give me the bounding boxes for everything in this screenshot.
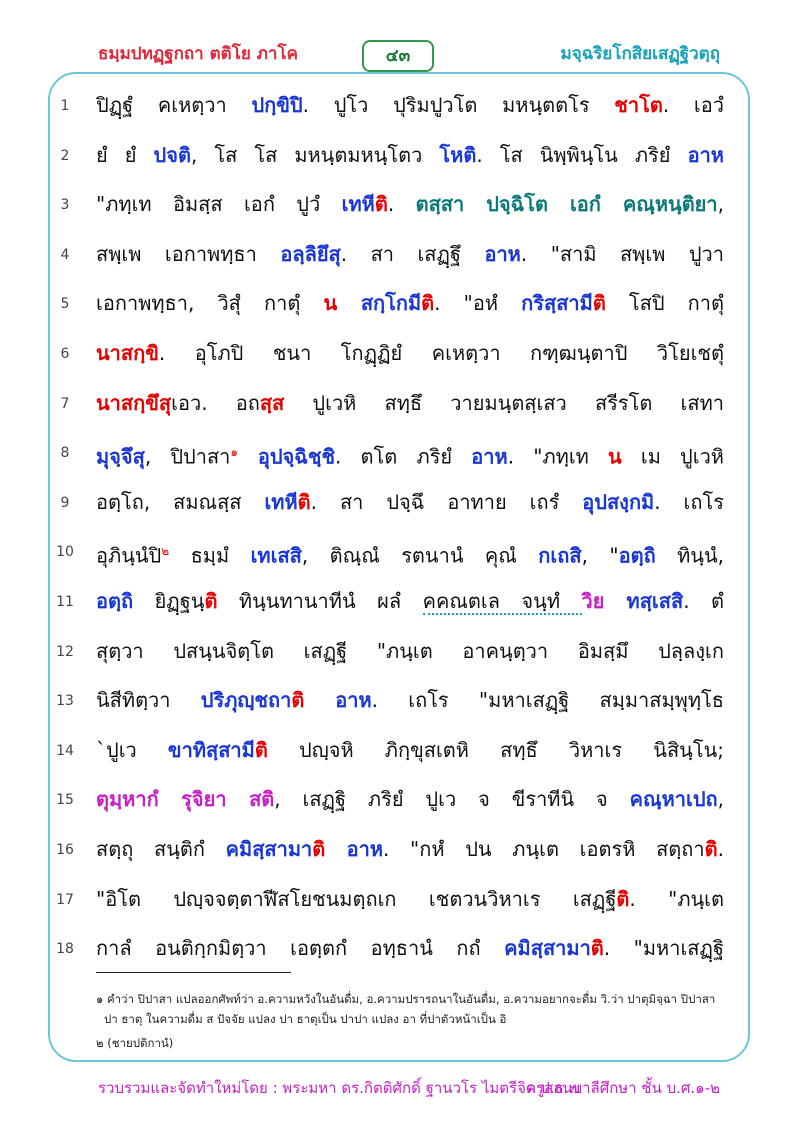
text-segment: , ติณฺณํ รตนานํ คุณํ bbox=[301, 544, 539, 569]
text-segment: อุภินฺนํปิ bbox=[96, 544, 162, 569]
text-segment: ปริภุญฺชถา bbox=[200, 688, 292, 713]
line-text bbox=[96, 338, 724, 368]
page-number: ๔๓ bbox=[362, 40, 434, 72]
line-number: 12 bbox=[56, 643, 74, 660]
line-text bbox=[96, 437, 724, 472]
text-segment: นาสกฺขึสุ bbox=[96, 390, 172, 415]
text-segment: ติ bbox=[254, 737, 268, 762]
line-number: 13 bbox=[56, 693, 74, 710]
text-segment: อตฺโถ, สมณสฺส bbox=[96, 489, 265, 514]
text-segment: . ปูโว ปุริมปูวโต มหนฺตตโร bbox=[302, 93, 615, 117]
text-segment: โหติ bbox=[439, 142, 477, 167]
text-segment: ๑ bbox=[230, 445, 239, 460]
text-segment: สกฺโกมี bbox=[337, 291, 422, 316]
footnote-1-line-2: ปา ธาตุ ในความดื่ม ส ปัจจัย แปลง ปา ธาตุเป็น ปาปา แปลง อา ที่ปาตัวหน้าเป็น อิ bbox=[104, 1012, 507, 1026]
line-number: 18 bbox=[56, 941, 74, 958]
line-text bbox=[96, 735, 724, 765]
text-segment: , bbox=[717, 787, 724, 812]
line-text bbox=[96, 90, 724, 120]
line-text bbox=[96, 834, 724, 864]
line-text bbox=[96, 388, 724, 418]
text-line bbox=[0, 487, 800, 517]
text-segment: ธมฺมํ bbox=[169, 544, 251, 569]
text-segment: เทเสสิ bbox=[250, 544, 302, 569]
line-number: 8 bbox=[60, 445, 70, 462]
text-segment: สุตฺวา ปสนฺนจิตฺโต เสฏฺฐี "ภนฺเต อาคนฺตฺวา อิมสฺมึ ปลฺลงฺเก bbox=[96, 638, 724, 663]
text-segment: ทสฺเสสิ bbox=[604, 589, 684, 613]
line-text bbox=[96, 933, 724, 963]
line-number: 15 bbox=[56, 792, 74, 809]
text-segment: วิย bbox=[581, 589, 605, 613]
line-text bbox=[96, 636, 724, 666]
line-number: 2 bbox=[60, 147, 70, 164]
text-segment: . เถโร "มหาเสฏฺฐิ สมฺมาสมฺพุทฺโธ bbox=[371, 688, 724, 713]
line-text bbox=[96, 189, 724, 219]
line-number: 6 bbox=[60, 346, 70, 362]
text-segment: อลฺลิยึสุ bbox=[280, 241, 341, 266]
text-line bbox=[0, 536, 800, 569]
text-segment: นาสกฺขิ bbox=[96, 341, 159, 365]
line-text bbox=[96, 239, 724, 269]
text-segment: อาห bbox=[687, 142, 724, 167]
text-segment: ปญฺจหิ ภิกฺขุสเตหิ สทฺธึ วิหาเร นิสินฺโน; bbox=[267, 737, 724, 762]
line-number: 16 bbox=[56, 842, 74, 858]
text-segment: . "กหํ ปน ภนฺเต เอตรหิ สตฺถา bbox=[383, 837, 705, 861]
text-segment: . "สามิ สพฺเพ ปูวา bbox=[520, 241, 724, 266]
footer-compiler: รวบรวมและจัดทำใหม่โดย : พระมหา ดร.กิตติศักดิ์ ฐานวโร ไมตรีจิต ป.ธ.๗ bbox=[98, 1079, 580, 1097]
text-segment: , bbox=[717, 192, 724, 217]
text-segment: เอกาพทฺธา, วิสุํ กาตุํ bbox=[96, 291, 324, 316]
line-number: 10 bbox=[56, 544, 74, 561]
line-number: 7 bbox=[60, 395, 70, 412]
text-segment: ติ bbox=[291, 688, 305, 713]
text-segment: ยิฏฺฐนฺ bbox=[133, 589, 205, 613]
line-text bbox=[96, 487, 724, 517]
text-segment: , เสฏฺฐิ ภริยํ ปูเว จ ขีราทีนิ จ bbox=[274, 787, 630, 812]
line-number: 9 bbox=[60, 494, 70, 511]
text-segment: . "มหาเสฏฺฐิ bbox=[603, 936, 724, 961]
text-segment: "อิโต ปญฺจจตฺตาฬีสโยชนมตฺถเก เชตวนวิหาเร เสฏฺฐี bbox=[96, 886, 617, 911]
text-segment: กาลํ อนติกฺกมิตฺวา เอตฺตกํ อทฺธานํ กถํ bbox=[96, 936, 505, 961]
line-text bbox=[96, 536, 724, 571]
footer-course: ครูสอนบาลีศึกษา ชั้น บ.ศ.๑-๒ bbox=[526, 1079, 720, 1097]
text-segment: เทหี bbox=[341, 192, 375, 217]
text-segment: . อุโภปิ ชนา โกฏฺฏิยํ คเหตฺวา กฑฺฒนฺตาปิ วิโยเชตุํ bbox=[158, 341, 724, 365]
text-line bbox=[0, 933, 800, 963]
footnote-divider bbox=[96, 972, 291, 973]
text-segment: อาห bbox=[325, 837, 383, 861]
text-segment: เอว. อถ bbox=[171, 390, 260, 415]
line-text bbox=[96, 140, 724, 170]
text-segment: . bbox=[717, 837, 724, 861]
text-segment: คณฺหาเปถ bbox=[629, 787, 718, 812]
text-segment: . เอวํ bbox=[662, 93, 724, 117]
text-segment: . bbox=[387, 192, 416, 217]
text-segment: "ภทฺเท อิมสฺส เอกํ ปูวํ bbox=[96, 192, 342, 217]
text-segment: ติ bbox=[421, 291, 435, 316]
line-text bbox=[96, 884, 724, 914]
text-segment: สตฺถุ สนฺติกํ bbox=[96, 837, 226, 861]
text-segment: . ตโต ภริยํ bbox=[335, 444, 472, 469]
text-segment: . "ภนฺเต bbox=[629, 886, 724, 911]
footnote-2: ๒ (ชายปติกานํ) bbox=[96, 1036, 174, 1050]
text-segment: , โส โส มหนฺตมหนฺโตว bbox=[190, 142, 440, 167]
text-segment: อตฺถิ bbox=[618, 544, 656, 569]
text-segment: . ตํ bbox=[683, 589, 725, 613]
text-segment: . โส นิพฺพินฺโน ภริยํ bbox=[476, 142, 688, 167]
text-segment: คคณตเล จนฺทํ bbox=[422, 589, 582, 613]
text-line bbox=[0, 140, 800, 170]
text-segment: ติ bbox=[297, 489, 311, 514]
text-segment: ยํ ยํ bbox=[96, 142, 154, 167]
line-number: 1 bbox=[60, 98, 70, 114]
text-line bbox=[0, 338, 800, 368]
text-segment: มุจฺจึสุ bbox=[96, 444, 145, 469]
text-line bbox=[0, 586, 800, 616]
text-segment: อาห bbox=[471, 444, 508, 469]
text-segment: อาห bbox=[304, 688, 372, 713]
text-segment: . สา ปจฺฉึ อาทาย เถรํ bbox=[310, 489, 583, 514]
text-segment: ปกฺขิปิ bbox=[251, 93, 303, 117]
text-segment: ชาโต bbox=[614, 93, 663, 117]
text-segment: น bbox=[323, 291, 338, 316]
text-segment: กเถสิ bbox=[538, 544, 582, 569]
text-segment: , ปิปาสา bbox=[144, 444, 231, 469]
text-segment: . เถโร bbox=[654, 489, 724, 514]
text-segment: ติ bbox=[590, 936, 604, 961]
text-segment: อุปสงฺกมิ bbox=[582, 489, 655, 514]
text-line bbox=[0, 636, 800, 666]
text-segment: ปจติ bbox=[153, 142, 191, 167]
text-segment: ๒ bbox=[161, 544, 170, 559]
text-segment: . สา เสฏฺฐึ bbox=[340, 241, 485, 266]
text-segment: อุปจฺฉิชฺชิ bbox=[238, 444, 336, 469]
text-segment: ติ bbox=[204, 589, 218, 613]
text-line bbox=[0, 90, 800, 120]
text-segment: อาห bbox=[484, 241, 521, 266]
text-line bbox=[0, 388, 800, 418]
text-line bbox=[0, 735, 800, 765]
text-segment: . "ภทฺเท bbox=[507, 444, 609, 469]
line-number: 14 bbox=[56, 742, 74, 759]
text-segment: ปิฏฺฐํ คเหตฺวา bbox=[96, 93, 252, 117]
line-number: 5 bbox=[60, 296, 70, 313]
line-number: 11 bbox=[56, 594, 74, 610]
text-segment: สฺส bbox=[259, 390, 285, 415]
text-segment: คมิสฺสามา bbox=[504, 936, 591, 961]
text-segment: ทินฺนทานาทีนํ ผลํ bbox=[217, 589, 423, 613]
text-line bbox=[0, 784, 800, 814]
text-line bbox=[0, 834, 800, 864]
text-segment: ตุมฺหากํ รุจิยา สติ bbox=[96, 787, 275, 812]
line-text bbox=[96, 685, 724, 715]
text-segment: เทหี bbox=[264, 489, 298, 514]
line-text bbox=[96, 586, 724, 616]
text-line bbox=[0, 437, 800, 467]
text-segment: `ปูเว bbox=[96, 737, 168, 762]
header-book-title: ธมฺมปทฏฺฐกถา ตติโย ภาโค bbox=[98, 44, 298, 64]
text-segment: โสปิ กาตุํ bbox=[605, 291, 725, 316]
line-text bbox=[96, 288, 724, 318]
text-line bbox=[0, 189, 800, 219]
line-number: 17 bbox=[56, 891, 74, 908]
text-segment: อตฺถิ bbox=[96, 589, 134, 613]
text-segment: เม ปูเวหิ bbox=[621, 444, 724, 469]
text-segment: ติ bbox=[312, 837, 326, 861]
text-segment: นิสีทิตฺวา bbox=[96, 688, 201, 713]
text-segment: กริสฺสามี bbox=[521, 291, 593, 316]
text-segment: ติ bbox=[616, 886, 630, 911]
text-segment: , " bbox=[581, 544, 619, 569]
text-segment: ทินฺนํ, bbox=[655, 544, 724, 569]
text-segment: ติ bbox=[704, 837, 718, 861]
text-segment: . "อหํ bbox=[434, 291, 522, 316]
text-segment: คมิสฺสามา bbox=[225, 837, 313, 861]
text-line bbox=[0, 288, 800, 318]
text-segment: สพฺเพ เอกาพทฺธา bbox=[96, 241, 281, 266]
text-segment: ติ bbox=[374, 192, 388, 217]
footnote-1-line-1: ๑ คำว่า ปิปาสา แปลออกศัพท์ว่า อ.ความหวังในอันดื่ม, อ.ความปรารถนาในอันดื่ม, อ.ความอยากจะดื่ม วิ.ว่า ปาตุมิจฺฉา ปิปาสา bbox=[96, 992, 716, 1006]
text-segment: ติ bbox=[592, 291, 606, 316]
line-number: 3 bbox=[60, 197, 70, 214]
line-number: 4 bbox=[60, 246, 70, 263]
text-line bbox=[0, 685, 800, 715]
text-segment: ปูเวหิ สทฺธึ วายมนฺตสฺเสว สรีรโต เสทา bbox=[284, 390, 724, 415]
text-line bbox=[0, 239, 800, 269]
text-line bbox=[0, 884, 800, 914]
text-segment: ขาทิสฺสามี bbox=[167, 737, 255, 762]
header-story-title: มจฺฉริยโกสิยเสฏฺฐิวตฺถุ bbox=[560, 44, 720, 64]
text-segment: น bbox=[608, 444, 622, 469]
line-text bbox=[96, 784, 724, 814]
text-segment: ตสฺสา ปจฺฉิโต เอกํ คณฺหนฺติยา bbox=[415, 192, 718, 217]
